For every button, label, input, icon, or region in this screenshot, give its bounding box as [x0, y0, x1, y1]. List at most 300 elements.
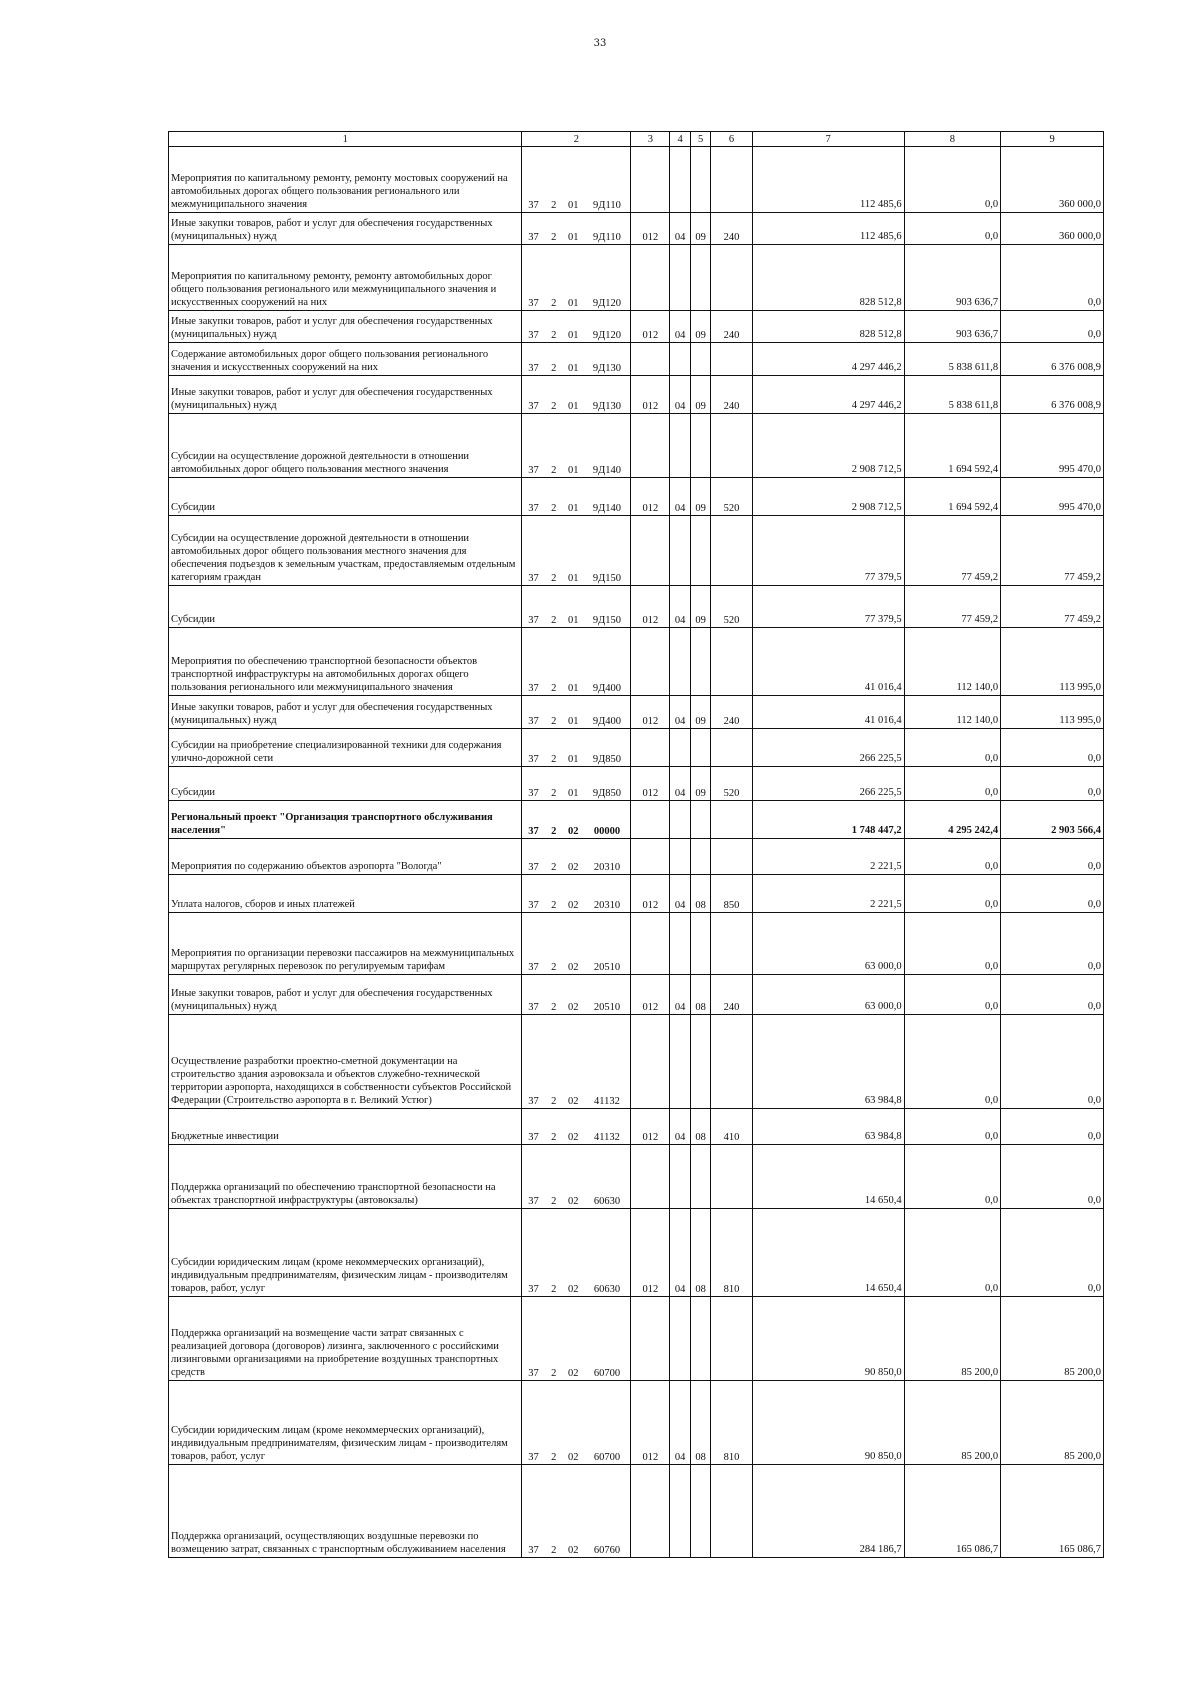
- value-year-1: 2 221,5: [752, 875, 904, 913]
- code-subsection: [690, 1145, 711, 1209]
- code-measure: 01: [563, 147, 584, 213]
- code-grbs: 012: [631, 696, 670, 729]
- code-subsection: 08: [690, 1109, 711, 1145]
- code-subsection: [690, 729, 711, 767]
- value-year-1: 266 225,5: [752, 767, 904, 801]
- row-name: Субсидии на осуществление дорожной деятельности в отношении автомобильных дорог общего пользования местного значения: [169, 414, 522, 478]
- code-subprogram: 2: [545, 311, 563, 343]
- code-subsection: 09: [690, 213, 711, 245]
- code-subprogram: 2: [545, 875, 563, 913]
- value-year-1: 14 650,4: [752, 1209, 904, 1297]
- table-row: [169, 147, 1104, 213]
- code-section: [670, 1015, 691, 1109]
- code-subprogram: 2: [545, 839, 563, 875]
- code-direction: 20310: [584, 875, 631, 913]
- table-row: [169, 414, 1104, 478]
- value-year-2: 0,0: [904, 729, 1001, 767]
- value-year-1: 112 485,6: [752, 213, 904, 245]
- code-subprogram: 2: [545, 414, 563, 478]
- code-direction: 41132: [584, 1015, 631, 1109]
- code-subprogram: 2: [545, 1381, 563, 1465]
- code-measure: 02: [563, 839, 584, 875]
- code-direction: 20310: [584, 839, 631, 875]
- code-expense-type: [711, 839, 752, 875]
- value-year-3: 0,0: [1001, 1015, 1104, 1109]
- budget-table: [168, 131, 1104, 1558]
- code-program: 37: [522, 1109, 545, 1145]
- code-section: [670, 729, 691, 767]
- value-year-1: 828 512,8: [752, 311, 904, 343]
- code-direction: 9Д110: [584, 147, 631, 213]
- code-grbs: [631, 516, 670, 586]
- value-year-1: 63 984,8: [752, 1015, 904, 1109]
- code-section: [670, 1297, 691, 1381]
- code-expense-type: 520: [711, 478, 752, 516]
- value-year-1: 1 748 447,2: [752, 801, 904, 839]
- row-name: Иные закупки товаров, работ и услуг для обеспечения государственных (муниципальных) нужд: [169, 376, 522, 414]
- value-year-1: 63 000,0: [752, 913, 904, 975]
- value-year-3: 77 459,2: [1001, 586, 1104, 628]
- table-row: [169, 516, 1104, 586]
- code-program: 37: [522, 913, 545, 975]
- value-year-1: 41 016,4: [752, 628, 904, 696]
- code-program: 37: [522, 801, 545, 839]
- code-grbs: [631, 343, 670, 376]
- value-year-2: 85 200,0: [904, 1297, 1001, 1381]
- value-year-2: 0,0: [904, 975, 1001, 1015]
- code-measure: 01: [563, 376, 584, 414]
- code-section: [670, 839, 691, 875]
- code-section: 04: [670, 376, 691, 414]
- value-year-3: 6 376 008,9: [1001, 376, 1104, 414]
- value-year-1: 14 650,4: [752, 1145, 904, 1209]
- row-name: Уплата налогов, сборов и иных платежей: [169, 875, 522, 913]
- table-row: [169, 478, 1104, 516]
- table-row: [169, 1381, 1104, 1465]
- row-name: Субсидии: [169, 586, 522, 628]
- code-grbs: [631, 913, 670, 975]
- value-year-1: 2 908 712,5: [752, 414, 904, 478]
- table-row: [169, 913, 1104, 975]
- code-subprogram: 2: [545, 213, 563, 245]
- code-measure: 02: [563, 1465, 584, 1558]
- code-measure: 01: [563, 478, 584, 516]
- value-year-3: 85 200,0: [1001, 1381, 1104, 1465]
- code-measure: 01: [563, 213, 584, 245]
- value-year-2: 0,0: [904, 913, 1001, 975]
- code-measure: 01: [563, 767, 584, 801]
- code-section: [670, 516, 691, 586]
- code-subsection: [690, 839, 711, 875]
- code-grbs: [631, 1145, 670, 1209]
- header-col-2: 2: [522, 132, 631, 147]
- code-subsection: 09: [690, 311, 711, 343]
- code-subsection: [690, 1015, 711, 1109]
- value-year-2: 0,0: [904, 213, 1001, 245]
- code-grbs: 012: [631, 586, 670, 628]
- value-year-1: 90 850,0: [752, 1297, 904, 1381]
- code-direction: 9Д120: [584, 311, 631, 343]
- value-year-1: 2 221,5: [752, 839, 904, 875]
- code-section: 04: [670, 767, 691, 801]
- code-measure: 02: [563, 913, 584, 975]
- code-subsection: 09: [690, 478, 711, 516]
- code-subprogram: 2: [545, 1109, 563, 1145]
- code-subsection: [690, 1465, 711, 1558]
- row-name: Субсидии на приобретение специализированной техники для содержания улично-дорожной сети: [169, 729, 522, 767]
- code-section: 04: [670, 1209, 691, 1297]
- code-direction: 9Д150: [584, 516, 631, 586]
- code-subsection: 08: [690, 875, 711, 913]
- table-row: [169, 343, 1104, 376]
- value-year-2: 0,0: [904, 1209, 1001, 1297]
- code-expense-type: [711, 729, 752, 767]
- value-year-2: 0,0: [904, 767, 1001, 801]
- code-grbs: [631, 147, 670, 213]
- value-year-3: 0,0: [1001, 311, 1104, 343]
- code-expense-type: 850: [711, 875, 752, 913]
- value-year-1: 90 850,0: [752, 1381, 904, 1465]
- code-section: [670, 245, 691, 311]
- value-year-1: 828 512,8: [752, 245, 904, 311]
- code-section: 04: [670, 478, 691, 516]
- value-year-2: 1 694 592,4: [904, 414, 1001, 478]
- value-year-1: 77 379,5: [752, 586, 904, 628]
- table-row: [169, 696, 1104, 729]
- code-measure: 02: [563, 1015, 584, 1109]
- value-year-2: 4 295 242,4: [904, 801, 1001, 839]
- row-name: Региональный проект "Организация транспортного обслуживания населения": [169, 801, 522, 839]
- code-subprogram: 2: [545, 1297, 563, 1381]
- value-year-3: 995 470,0: [1001, 478, 1104, 516]
- code-direction: 41132: [584, 1109, 631, 1145]
- page-number: 33: [593, 38, 607, 49]
- row-name: Иные закупки товаров, работ и услуг для обеспечения государственных (муниципальных) нужд: [169, 975, 522, 1015]
- code-section: [670, 801, 691, 839]
- value-year-2: 77 459,2: [904, 586, 1001, 628]
- table-row: [169, 1109, 1104, 1145]
- header-col-1: 1: [169, 132, 522, 147]
- code-expense-type: [711, 147, 752, 213]
- code-program: 37: [522, 376, 545, 414]
- header-col-3: 3: [631, 132, 670, 147]
- code-direction: 20510: [584, 975, 631, 1015]
- table-row: [169, 875, 1104, 913]
- table-row: [169, 628, 1104, 696]
- code-program: 37: [522, 586, 545, 628]
- code-section: 04: [670, 696, 691, 729]
- code-section: [670, 343, 691, 376]
- code-measure: 02: [563, 975, 584, 1015]
- value-year-3: 113 995,0: [1001, 628, 1104, 696]
- code-direction: 9Д130: [584, 343, 631, 376]
- code-direction: 60700: [584, 1381, 631, 1465]
- value-year-3: 0,0: [1001, 1109, 1104, 1145]
- code-grbs: 012: [631, 1381, 670, 1465]
- table-row: [169, 1297, 1104, 1381]
- row-name: Субсидии на осуществление дорожной деятельности в отношении автомобильных дорог общего пользования местного значения для обеспечения подъездов к земельным участкам, предоставляемым отдельным категориям граждан: [169, 516, 522, 586]
- code-section: [670, 414, 691, 478]
- code-program: 37: [522, 343, 545, 376]
- code-direction: 20510: [584, 913, 631, 975]
- code-expense-type: [711, 343, 752, 376]
- code-expense-type: 520: [711, 586, 752, 628]
- value-year-1: 4 297 446,2: [752, 343, 904, 376]
- code-program: 37: [522, 1381, 545, 1465]
- code-program: 37: [522, 1465, 545, 1558]
- code-direction: 9Д850: [584, 729, 631, 767]
- value-year-1: 63 000,0: [752, 975, 904, 1015]
- code-grbs: 012: [631, 376, 670, 414]
- code-program: 37: [522, 975, 545, 1015]
- table-row: [169, 1145, 1104, 1209]
- header-col-5: 5: [690, 132, 711, 147]
- code-grbs: [631, 729, 670, 767]
- table-row: [169, 975, 1104, 1015]
- row-name: Поддержка организаций на возмещение части затрат связанных с реализацией договора (договоров) лизинга, заключенного с российскими лизинговыми организациями на приобретение воздушных транспортных средств: [169, 1297, 522, 1381]
- value-year-2: 112 140,0: [904, 696, 1001, 729]
- code-measure: 01: [563, 516, 584, 586]
- code-measure: 02: [563, 801, 584, 839]
- code-subsection: 08: [690, 975, 711, 1015]
- code-subsection: [690, 913, 711, 975]
- code-program: 37: [522, 628, 545, 696]
- code-subsection: 09: [690, 696, 711, 729]
- row-name: Мероприятия по капитальному ремонту, ремонту автомобильных дорог общего пользования регионального или межмуниципального значения и искусственных сооружений на них: [169, 245, 522, 311]
- code-section: [670, 628, 691, 696]
- code-direction: 9Д120: [584, 245, 631, 311]
- code-expense-type: 520: [711, 767, 752, 801]
- value-year-3: 77 459,2: [1001, 516, 1104, 586]
- value-year-1: 2 908 712,5: [752, 478, 904, 516]
- row-name: Осуществление разработки проектно-сметной документации на строительство здания аэровокзала и объектов служебно-технической территории аэропорта, находящихся в собственности субъектов Российской Федерации (Строительство аэропорта в г. Великий Устюг): [169, 1015, 522, 1109]
- code-expense-type: 240: [711, 696, 752, 729]
- code-program: 37: [522, 696, 545, 729]
- code-expense-type: 240: [711, 975, 752, 1015]
- table-row: [169, 376, 1104, 414]
- code-subprogram: 2: [545, 1015, 563, 1109]
- code-grbs: 012: [631, 767, 670, 801]
- table-row: [169, 839, 1104, 875]
- code-direction: 60760: [584, 1465, 631, 1558]
- value-year-3: 0,0: [1001, 913, 1104, 975]
- value-year-1: 77 379,5: [752, 516, 904, 586]
- row-name: Субсидии: [169, 767, 522, 801]
- code-grbs: 012: [631, 1109, 670, 1145]
- code-program: 37: [522, 1015, 545, 1109]
- value-year-2: 1 694 592,4: [904, 478, 1001, 516]
- code-measure: 01: [563, 696, 584, 729]
- value-year-1: 112 485,6: [752, 147, 904, 213]
- table-row: [169, 311, 1104, 343]
- code-grbs: [631, 628, 670, 696]
- code-subprogram: 2: [545, 516, 563, 586]
- code-section: 04: [670, 213, 691, 245]
- code-expense-type: 240: [711, 311, 752, 343]
- code-expense-type: [711, 1465, 752, 1558]
- value-year-1: 63 984,8: [752, 1109, 904, 1145]
- code-subprogram: 2: [545, 478, 563, 516]
- code-program: 37: [522, 147, 545, 213]
- value-year-1: 284 186,7: [752, 1465, 904, 1558]
- code-measure: 01: [563, 311, 584, 343]
- row-name: Содержание автомобильных дорог общего пользования регионального значения и искусственных сооружений на них: [169, 343, 522, 376]
- code-direction: 9Д110: [584, 213, 631, 245]
- code-subsection: 08: [690, 1381, 711, 1465]
- row-name: Иные закупки товаров, работ и услуг для обеспечения государственных (муниципальных) нужд: [169, 311, 522, 343]
- code-subprogram: 2: [545, 913, 563, 975]
- code-program: 37: [522, 1297, 545, 1381]
- code-program: 37: [522, 414, 545, 478]
- value-year-3: 360 000,0: [1001, 213, 1104, 245]
- value-year-1: 41 016,4: [752, 696, 904, 729]
- row-name: Поддержка организаций, осуществляющих воздушные перевозки по возмещению затрат, связанных с транспортным обслуживанием населения: [169, 1465, 522, 1558]
- code-subprogram: 2: [545, 696, 563, 729]
- row-name: Мероприятия по организации перевозки пассажиров на межмуниципальных маршрутах регулярных перевозок по регулируемым тарифам: [169, 913, 522, 975]
- code-direction: 00000: [584, 801, 631, 839]
- code-subprogram: 2: [545, 586, 563, 628]
- value-year-2: 0,0: [904, 1109, 1001, 1145]
- code-subsection: 08: [690, 1209, 711, 1297]
- code-measure: 01: [563, 245, 584, 311]
- code-direction: 9Д140: [584, 478, 631, 516]
- code-section: [670, 913, 691, 975]
- table-row: [169, 767, 1104, 801]
- code-grbs: [631, 801, 670, 839]
- code-expense-type: 240: [711, 376, 752, 414]
- code-measure: 01: [563, 628, 584, 696]
- code-direction: 9Д130: [584, 376, 631, 414]
- value-year-3: 0,0: [1001, 1145, 1104, 1209]
- code-expense-type: [711, 1297, 752, 1381]
- row-name: Иные закупки товаров, работ и услуг для обеспечения государственных (муниципальных) нужд: [169, 213, 522, 245]
- code-subsection: [690, 628, 711, 696]
- code-subprogram: 2: [545, 729, 563, 767]
- table-row: [169, 1465, 1104, 1558]
- code-expense-type: [711, 628, 752, 696]
- value-year-2: 165 086,7: [904, 1465, 1001, 1558]
- code-measure: 01: [563, 729, 584, 767]
- code-subsection: [690, 147, 711, 213]
- code-grbs: 012: [631, 311, 670, 343]
- code-section: 04: [670, 1381, 691, 1465]
- value-year-3: 0,0: [1001, 1209, 1104, 1297]
- value-year-2: 903 636,7: [904, 245, 1001, 311]
- code-subprogram: 2: [545, 1145, 563, 1209]
- row-name: Иные закупки товаров, работ и услуг для обеспечения государственных (муниципальных) нужд: [169, 696, 522, 729]
- code-subprogram: 2: [545, 343, 563, 376]
- code-grbs: 012: [631, 478, 670, 516]
- code-subprogram: 2: [545, 975, 563, 1015]
- value-year-2: 0,0: [904, 1015, 1001, 1109]
- value-year-2: 903 636,7: [904, 311, 1001, 343]
- code-section: [670, 147, 691, 213]
- code-direction: 9Д150: [584, 586, 631, 628]
- code-measure: 02: [563, 1109, 584, 1145]
- code-direction: 9Д400: [584, 696, 631, 729]
- code-direction: 9Д400: [584, 628, 631, 696]
- row-name: Мероприятия по капитальному ремонту, ремонту мостовых сооружений на автомобильных дорогах общего пользования регионального или межмуниципального значения: [169, 147, 522, 213]
- code-section: 04: [670, 975, 691, 1015]
- value-year-3: 165 086,7: [1001, 1465, 1104, 1558]
- code-section: 04: [670, 311, 691, 343]
- code-subsection: [690, 516, 711, 586]
- value-year-2: 112 140,0: [904, 628, 1001, 696]
- code-subsection: [690, 245, 711, 311]
- code-subprogram: 2: [545, 767, 563, 801]
- code-grbs: [631, 414, 670, 478]
- header-col-7: 7: [752, 132, 904, 147]
- code-measure: 01: [563, 586, 584, 628]
- header-col-9: 9: [1001, 132, 1104, 147]
- code-section: 04: [670, 875, 691, 913]
- row-name: Поддержка организаций по обеспечению транспортной безопасности на объектах транспортной инфраструктуры (автовокзалы): [169, 1145, 522, 1209]
- code-program: 37: [522, 213, 545, 245]
- table-row: [169, 586, 1104, 628]
- table-row: [169, 1015, 1104, 1109]
- code-subprogram: 2: [545, 1209, 563, 1297]
- header-row: [169, 132, 1104, 147]
- code-grbs: [631, 839, 670, 875]
- table-body: [169, 147, 1104, 1558]
- row-name: Субсидии: [169, 478, 522, 516]
- code-grbs: 012: [631, 875, 670, 913]
- code-expense-type: 410: [711, 1109, 752, 1145]
- code-expense-type: 810: [711, 1209, 752, 1297]
- row-name: Мероприятия по обеспечению транспортной безопасности объектов транспортной инфраструктуры на автомобильных дорогах общего пользования регионального или межмуниципального значения: [169, 628, 522, 696]
- code-program: 37: [522, 875, 545, 913]
- code-expense-type: [711, 414, 752, 478]
- code-direction: 60630: [584, 1145, 631, 1209]
- value-year-3: 0,0: [1001, 975, 1104, 1015]
- row-name: Субсидии юридическим лицам (кроме некоммерческих организаций), индивидуальным предпринимателям, физическим лицам - производителям товаров, работ, услуг: [169, 1209, 522, 1297]
- code-measure: 02: [563, 1381, 584, 1465]
- code-program: 37: [522, 311, 545, 343]
- code-section: 04: [670, 586, 691, 628]
- code-subsection: [690, 343, 711, 376]
- code-grbs: [631, 1465, 670, 1558]
- row-name: Субсидии юридическим лицам (кроме некоммерческих организаций), индивидуальным предпринимателям, физическим лицам - производителям товаров, работ, услуг: [169, 1381, 522, 1465]
- code-grbs: [631, 245, 670, 311]
- value-year-2: 85 200,0: [904, 1381, 1001, 1465]
- code-subsection: 09: [690, 586, 711, 628]
- value-year-3: 995 470,0: [1001, 414, 1104, 478]
- code-measure: 02: [563, 875, 584, 913]
- value-year-3: 0,0: [1001, 767, 1104, 801]
- code-section: 04: [670, 1109, 691, 1145]
- code-direction: 9Д850: [584, 767, 631, 801]
- code-measure: 02: [563, 1145, 584, 1209]
- table-row: [169, 1209, 1104, 1297]
- code-subsection: 09: [690, 376, 711, 414]
- code-subsection: [690, 801, 711, 839]
- value-year-3: 360 000,0: [1001, 147, 1104, 213]
- code-program: 37: [522, 1209, 545, 1297]
- code-program: 37: [522, 245, 545, 311]
- value-year-2: 5 838 611,8: [904, 343, 1001, 376]
- value-year-3: 85 200,0: [1001, 1297, 1104, 1381]
- value-year-3: 0,0: [1001, 729, 1104, 767]
- code-subprogram: 2: [545, 801, 563, 839]
- code-subprogram: 2: [545, 1465, 563, 1558]
- code-program: 37: [522, 1145, 545, 1209]
- value-year-3: 0,0: [1001, 839, 1104, 875]
- code-grbs: [631, 1297, 670, 1381]
- value-year-3: 0,0: [1001, 245, 1104, 311]
- code-direction: 60630: [584, 1209, 631, 1297]
- code-subprogram: 2: [545, 376, 563, 414]
- value-year-3: 0,0: [1001, 875, 1104, 913]
